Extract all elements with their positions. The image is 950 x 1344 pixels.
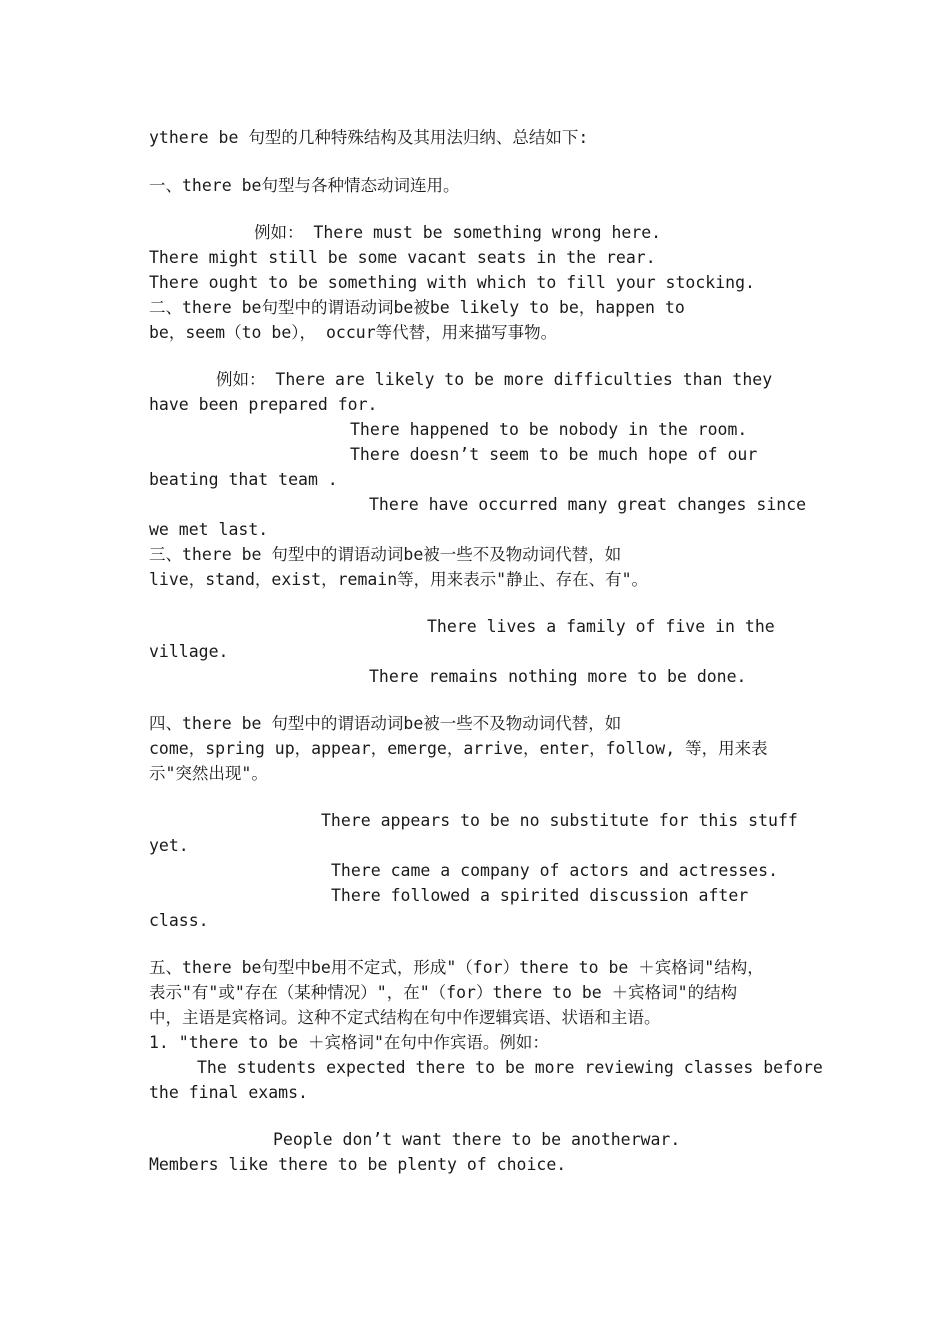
section-2-heading: be，seem（to be）， occur等代替，用来描写事物。 — [149, 323, 558, 342]
example-line: the final exams. — [149, 1083, 308, 1102]
example-line: There happened to be nobody in the room. — [350, 420, 748, 439]
section-4-heading: 四、there be 句型中的谓语动词be被一些不及物动词代替，如 — [149, 714, 622, 733]
section-4-heading: come，spring up，appear，emerge，arrive，enter，follow, 等，用来表 — [149, 739, 768, 758]
section-1-heading: 一、there be句型与各种情态动词连用。 — [149, 176, 460, 195]
doc-intro-line: ythere be 句型的几种特殊结构及其用法归纳、总结如下: — [149, 128, 589, 147]
example-line: There lives a family of five in the — [427, 617, 775, 636]
example-line: we met last. — [149, 520, 269, 539]
subsection-1-heading: 1. "there to be ＋宾格词"在句中作宾语。例如： — [149, 1033, 549, 1052]
section-5-heading: 中，主语是宾格词。这种不定式结构在句中作逻辑宾语、状语和主语。 — [149, 1008, 661, 1027]
example-line: yet. — [149, 836, 189, 855]
example-line: There doesn’t seem to be much hope of our — [350, 445, 758, 464]
section-5-heading: 表示"有"或"存在（某种情况）"，在"（for）there to be ＋宾格词"的结构 — [149, 983, 738, 1002]
example-line: have been prepared for. — [149, 395, 378, 414]
example-line: People don’t want there to be anotherwar. — [273, 1130, 681, 1149]
example-line: beating that team . — [149, 470, 338, 489]
example-line: There ought to be something with which to fill your stocking. — [149, 273, 755, 292]
section-4-heading: 示"突然出现"。 — [149, 764, 268, 783]
example-line: There came a company of actors and actresses. — [331, 861, 779, 880]
section-2-heading: 二、there be句型中的谓语动词be被be likely to be，happen to — [149, 298, 685, 317]
example-line: There might still be some vacant seats in the rear. — [149, 248, 656, 267]
example-line: There have occurred many great changes since — [369, 495, 807, 514]
example-line: There remains nothing more to be done. — [369, 667, 747, 686]
example-line: 例如： There are likely to be more difficulties than they — [216, 370, 773, 389]
example-line: village. — [149, 642, 229, 661]
section-3-heading: 三、there be 句型中的谓语动词be被一些不及物动词代替，如 — [149, 545, 622, 564]
example-line: 例如： There must be something wrong here. — [254, 223, 662, 242]
example-line: There appears to be no substitute for this stuff — [321, 811, 798, 830]
section-5-heading: 五、there be句型中be用不定式，形成"（for）there to be ＋宾格词"结构， — [149, 958, 764, 977]
example-line: class. — [149, 911, 209, 930]
example-line: The students expected there to be more reviewing classes before — [197, 1058, 823, 1077]
example-line: Members like there to be plenty of choice. — [149, 1155, 567, 1174]
section-3-heading: live，stand，exist，remain等，用来表示"静止、存在、有"。 — [149, 570, 649, 589]
example-line: There followed a spirited discussion after — [331, 886, 749, 905]
